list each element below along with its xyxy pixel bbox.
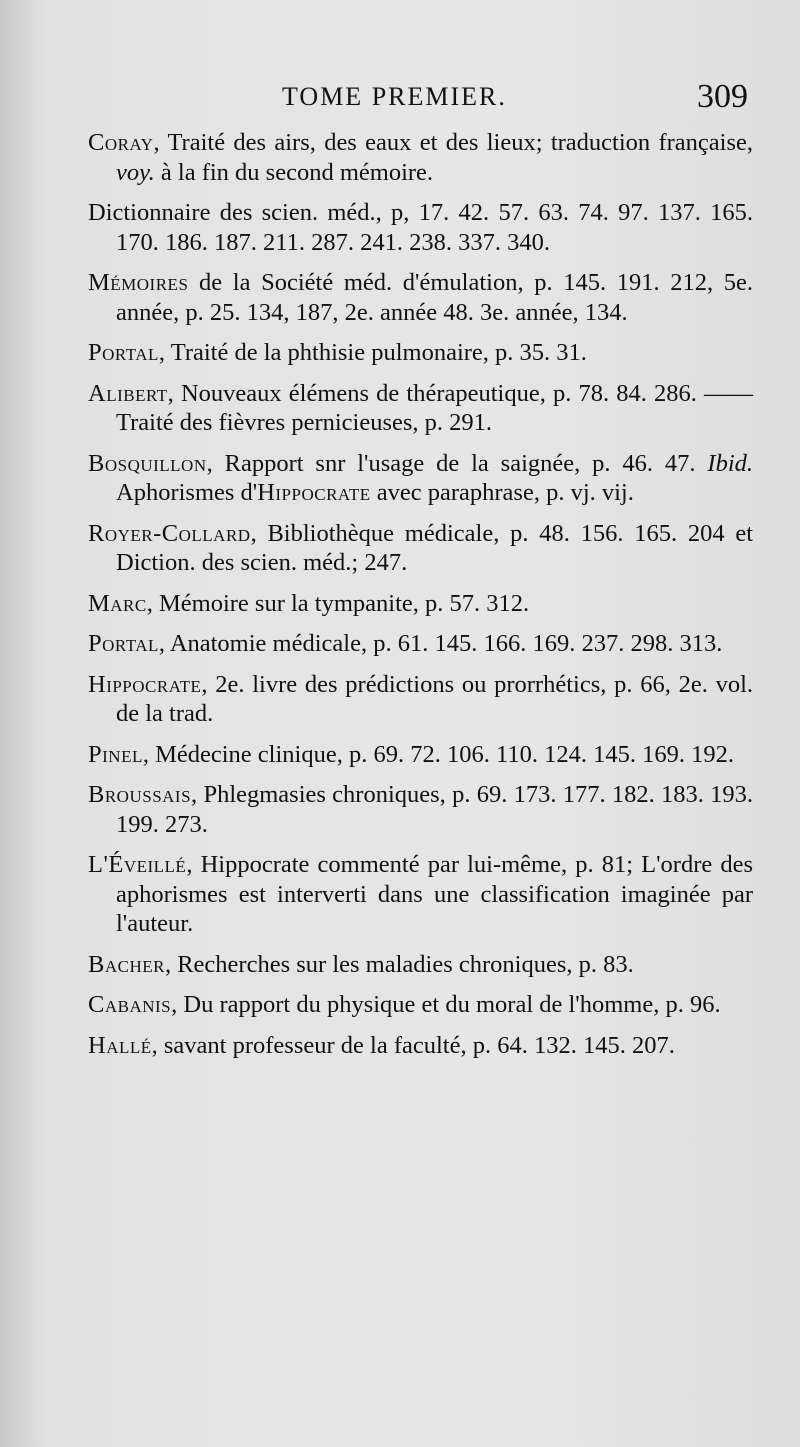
bibliography-entry bbox=[88, 198, 753, 257]
entry-text: Médecine clinique, p. 69. 72. 106. 110. 124. 145. 169. 192. bbox=[155, 740, 734, 768]
entry-text: de la Société méd. d'émulation, p. 145. 191. 212, 5e. année, p. 25. 134, 187, 2e. année 48. 3e. année, 134. bbox=[116, 269, 753, 326]
entry-separator bbox=[188, 269, 199, 296]
entry-separator: , bbox=[158, 339, 171, 366]
entry-author: Royer-Collard bbox=[88, 519, 251, 547]
entry-author: L'Éveillé bbox=[88, 851, 187, 878]
entry-text: Hippocrate commenté par lui-même, p. 81; L'ordre des aphorismes est interverti dans une classification imaginée par l'auteur. bbox=[116, 851, 753, 937]
entry-author: Coray bbox=[88, 129, 154, 156]
entry-author: Portal bbox=[88, 630, 159, 657]
entry-separator: , bbox=[142, 740, 156, 768]
running-head: TOME PREMIER. bbox=[282, 82, 507, 111]
entry-text: à la fin du second mémoire. bbox=[154, 158, 434, 186]
entry-text: Recherches sur les maladies chroniques, p. 83. bbox=[177, 950, 634, 978]
entry-author: Hippocrate bbox=[88, 670, 202, 698]
entry-separator: , bbox=[171, 991, 184, 1018]
entry-text: Anatomie médicale, p. 61. 145. 166. 169. 237. 298. 313. bbox=[169, 630, 723, 657]
entry-author: Mémoires bbox=[88, 269, 189, 296]
entry-separator: , bbox=[201, 670, 216, 698]
entry-separator: , bbox=[206, 449, 225, 477]
bibliography-entry bbox=[88, 589, 753, 619]
entry-text: Mémoire sur la tympanite, p. 57. 312. bbox=[159, 589, 530, 617]
bibliography-entry bbox=[88, 519, 753, 578]
bibliography-entry bbox=[88, 950, 753, 980]
entry-author: Bacher bbox=[88, 950, 165, 978]
page-header bbox=[0, 78, 800, 118]
entry-author: Hallé bbox=[88, 1031, 152, 1059]
entry-author: Alibert bbox=[88, 379, 168, 407]
entry-author: Bosquillon bbox=[88, 449, 207, 477]
bibliography-list bbox=[88, 128, 753, 1071]
page-number: 309 bbox=[697, 78, 748, 115]
entry-separator: , bbox=[158, 630, 170, 657]
bibliography-entry bbox=[88, 629, 753, 659]
bibliography-entry bbox=[88, 268, 753, 327]
entry-author: Broussais bbox=[88, 781, 192, 808]
entry-text: avec paraphrase, p. vj. vij. bbox=[370, 479, 634, 506]
entry-text: Rapport snr l'usage de la saignée, p. 46. 47. bbox=[224, 449, 708, 477]
entry-separator: , bbox=[146, 589, 159, 617]
entry-text: Nouveaux élémens de thérapeutique, p. 78. 84. 286. —— Traité des fièvres pernicieuses, p. 291. bbox=[116, 379, 754, 436]
entry-separator: , bbox=[186, 851, 201, 878]
entry-author: Portal bbox=[88, 339, 159, 366]
entry-text: Traité de la phthisie pulmonaire, p. 35. 31. bbox=[170, 339, 587, 366]
bibliography-entry bbox=[88, 449, 753, 508]
entry-separator: , bbox=[250, 519, 268, 547]
entry-separator: , bbox=[153, 129, 168, 156]
entry-separator: , bbox=[164, 950, 178, 978]
entry-text: Dictionnaire des scien. méd., p, 17. 42. 57. 63. 74. 97. 137. 165. 170. 186. 187. 211. 287. 241. 238. 337. 340. bbox=[88, 199, 753, 256]
entry-text: Traité des airs, des eaux et des lieux; traduction française, bbox=[167, 129, 753, 156]
bibliography-entry bbox=[88, 128, 753, 187]
bibliography-entry bbox=[88, 850, 753, 939]
entry-separator: , bbox=[191, 781, 204, 808]
bibliography-entry bbox=[88, 740, 753, 770]
entry-italic-text: voy. bbox=[116, 158, 155, 186]
entry-text: Phlegmasies chroniques, p. 69. 173. 177. 182. 183. 193. 199. 273. bbox=[116, 781, 753, 838]
bibliography-entry bbox=[88, 670, 753, 729]
bibliography-entry bbox=[88, 379, 753, 438]
entry-author: Marc bbox=[88, 589, 147, 617]
entry-text: Aphorismes d' bbox=[116, 479, 258, 506]
entry-text: savant professeur de la faculté, p. 64. 132. 145. 207. bbox=[163, 1031, 675, 1059]
entry-text: 2e. livre des prédictions ou prorrhétics, p. 66, 2e. vol. de la trad. bbox=[116, 670, 753, 727]
bibliography-entry bbox=[88, 990, 753, 1020]
entry-author: Cabanis bbox=[88, 991, 172, 1018]
entry-separator: , bbox=[151, 1031, 164, 1059]
bibliography-entry bbox=[88, 338, 753, 368]
bibliography-entry bbox=[88, 1031, 753, 1061]
entry-italic-text: Ibid. bbox=[707, 449, 753, 477]
entry-text: Bibliothèque médicale, p. 48. 156. 165. 204 et Diction. des scien. méd.; 247. bbox=[116, 519, 754, 576]
entry-text: Du rapport du physique et du moral de l'homme, p. 96. bbox=[183, 991, 721, 1018]
entry-separator: , bbox=[167, 379, 181, 407]
entry-author: Pinel bbox=[88, 740, 143, 768]
bibliography-entry bbox=[88, 780, 753, 839]
entry-smallcaps-name: Hippocrate bbox=[257, 479, 371, 506]
